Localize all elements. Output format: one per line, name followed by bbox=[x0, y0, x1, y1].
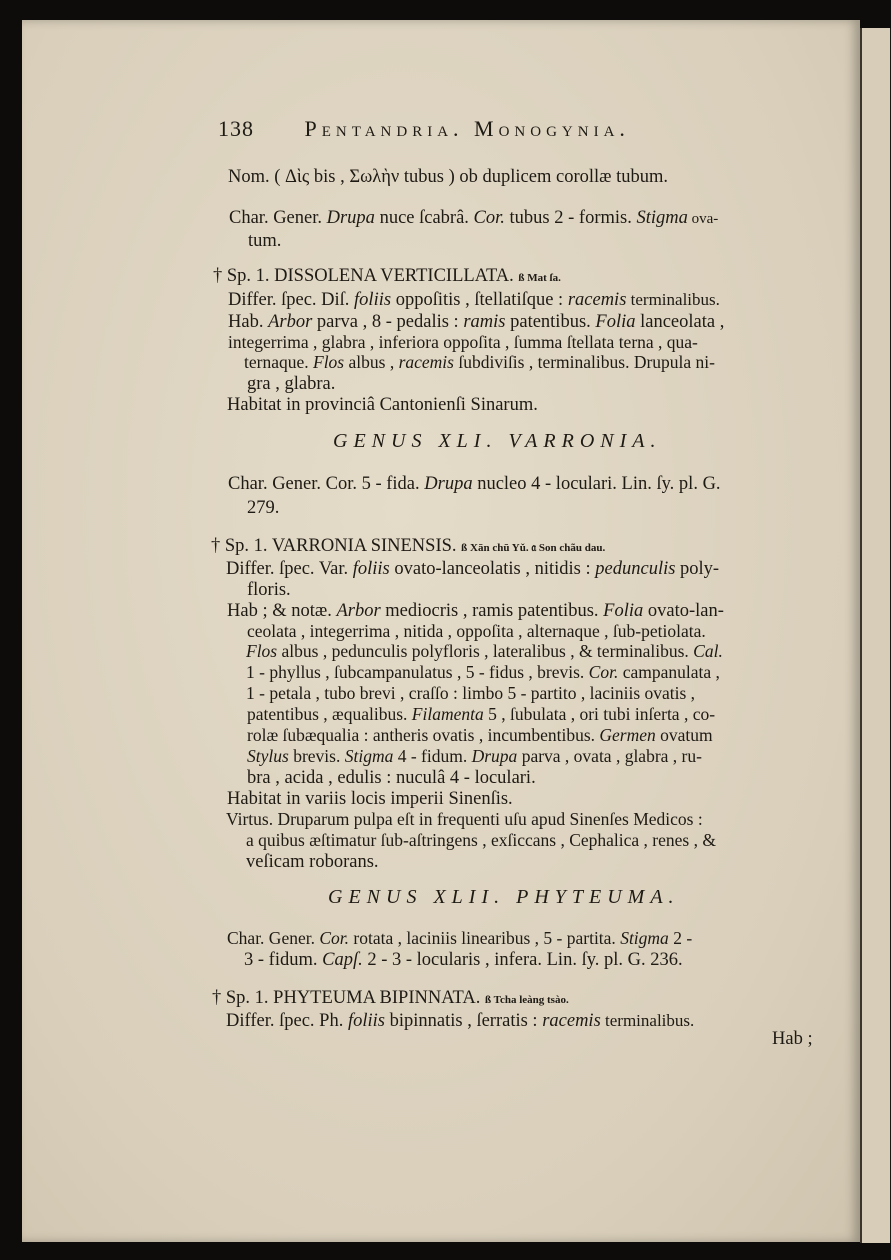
text-italic: Flos bbox=[246, 641, 278, 661]
text-span: albus , bbox=[344, 352, 399, 372]
text-span: 4 - fidum. bbox=[393, 746, 472, 766]
text-line bbox=[247, 375, 335, 394]
text-span: poly- bbox=[675, 559, 720, 579]
text-span: Nom. ( Δὶς bis , Σωλὴν tubus ) ob duplicem corollæ tubum. bbox=[228, 167, 669, 187]
text-italic: pedunculis bbox=[595, 559, 676, 579]
text-span: 2 - bbox=[668, 928, 693, 948]
text-italic: ramis bbox=[463, 312, 506, 332]
text-span: albus , pedunculis polyfloris , lateralibus , & terminalibus. bbox=[277, 641, 694, 661]
text-line bbox=[247, 706, 715, 724]
species-heading bbox=[213, 267, 561, 286]
text-italic: Stigma bbox=[636, 208, 688, 228]
habitat-line bbox=[227, 396, 538, 415]
text-line bbox=[244, 951, 683, 970]
text-line bbox=[228, 334, 698, 352]
text-span: bra , acida , edulis : nuculâ 4 - loculari. bbox=[247, 768, 536, 788]
text-span: gra , glabra. bbox=[247, 374, 336, 394]
text-italic: Capſ. bbox=[322, 950, 363, 970]
running-title: Pentandria. Monogynia. bbox=[304, 116, 630, 141]
text-span: 1 - petala , tubo brevi , craſſo : limbo 5 - partito , laciniis ovatis , bbox=[246, 683, 696, 703]
next-page-edge bbox=[860, 28, 891, 1243]
text-span: 2 - 3 - locularis , infera. Lin. ſy. pl. G. 236. bbox=[362, 950, 683, 970]
species-heading bbox=[211, 537, 605, 556]
species-name: † Sp. 1. PHYTEUMA BIPINNATA. bbox=[212, 988, 481, 1008]
text-line bbox=[247, 748, 702, 766]
text-italic: Cor. bbox=[473, 208, 505, 228]
text-span: brevis. bbox=[288, 746, 345, 766]
text-span: ovato-lan- bbox=[643, 601, 724, 621]
text-line bbox=[244, 354, 715, 372]
text-span: Habitat in provinciâ Cantonienſi Sinarum. bbox=[227, 395, 538, 415]
text-italic: racemis bbox=[398, 352, 454, 372]
text-span: Differ. ſpec. Var. bbox=[226, 559, 353, 579]
text-span: Differ. ſpec. Ph. bbox=[226, 1011, 348, 1031]
text-span: parva , ovata , glabra , ru- bbox=[517, 746, 702, 766]
text-span: mediocris , ramis patentibus. bbox=[380, 601, 604, 621]
text-span: ceolata , integerrima , nitida , oppoſita , alternaque , ſub-petiolata. bbox=[247, 621, 706, 641]
text-italic: Arbor bbox=[268, 312, 313, 332]
vernacular-name: ß Mat ſa. bbox=[518, 272, 561, 284]
text-span: nucleo 4 - loculari. Lin. ſy. pl. G. bbox=[472, 474, 721, 494]
text-line bbox=[247, 499, 279, 518]
text-span: tum. bbox=[248, 231, 282, 251]
text-span: integerrima , glabra , inferiora oppoſita , ſumma ſtellata terna , qua- bbox=[228, 332, 698, 352]
char-gener-line bbox=[228, 475, 721, 494]
text-italic: Stigma bbox=[344, 746, 394, 766]
text-line bbox=[226, 560, 719, 579]
text-italic: foliis bbox=[347, 1011, 385, 1031]
text-italic: Drupa bbox=[326, 208, 375, 228]
text-line bbox=[228, 313, 724, 332]
text-span: ova- bbox=[687, 211, 719, 227]
running-header bbox=[218, 116, 630, 142]
text-italic: racemis bbox=[542, 1011, 601, 1031]
text-span: rotata , laciniis linearibus , 5 - partita. bbox=[349, 928, 621, 948]
text-italic: foliis bbox=[352, 559, 390, 579]
text-line bbox=[246, 664, 720, 682]
text-span: Habitat in variis locis imperii Sinenſis. bbox=[227, 789, 513, 809]
text-span: terminalibus. bbox=[626, 290, 720, 309]
text-span: Differ. ſpec. Diſ. bbox=[228, 290, 355, 310]
char-gener-line bbox=[229, 209, 718, 228]
text-span: a quibus æſtimatur ſub-aſtringens , exſiccans , Cephalica , renes , & bbox=[246, 830, 716, 850]
text-italic: Drupa bbox=[471, 746, 518, 766]
text-line bbox=[247, 727, 713, 745]
catchword bbox=[772, 1030, 813, 1049]
text-italic: Filamenta bbox=[411, 704, 484, 724]
text-line bbox=[246, 832, 716, 850]
text-italic: racemis bbox=[567, 290, 627, 310]
text-line bbox=[248, 232, 281, 251]
text-span: ovatum bbox=[655, 725, 713, 745]
text-italic: Drupa bbox=[424, 474, 473, 494]
species-name: † Sp. 1. DISSOLENA VERTICILLATA. bbox=[213, 266, 514, 286]
text-span: Hab. bbox=[228, 312, 269, 332]
text-span: veſicam roborans. bbox=[246, 852, 379, 872]
text-span: terminalibus. bbox=[600, 1011, 695, 1030]
etymology-line bbox=[228, 168, 668, 187]
text-line bbox=[227, 602, 724, 621]
genus-heading: GENUS XLI. VARRONIA. bbox=[333, 430, 662, 452]
text-span: patentibus , æqualibus. bbox=[247, 704, 412, 724]
text-line bbox=[246, 685, 695, 703]
text-span: 279. bbox=[247, 498, 280, 518]
text-span: Char. Gener. bbox=[229, 208, 327, 228]
text-span: floris. bbox=[247, 580, 291, 600]
text-line bbox=[247, 769, 536, 788]
text-line bbox=[246, 853, 379, 872]
text-span: rolæ ſubæqualia : antheris ovatis , incumbentibus. bbox=[247, 725, 600, 745]
char-gener-line bbox=[227, 930, 692, 948]
text-italic: Cal. bbox=[693, 641, 723, 661]
text-span: ternaque. bbox=[244, 352, 313, 372]
virtus-line bbox=[226, 811, 703, 829]
text-span: Hab ; bbox=[772, 1029, 813, 1049]
text-span: Char. Gener. Cor. 5 - fida. bbox=[228, 474, 425, 494]
text-span: nuce ſcabrâ. bbox=[374, 208, 474, 228]
page-number: 138 bbox=[218, 116, 254, 141]
text-italic: Folia bbox=[595, 312, 636, 332]
text-line bbox=[247, 623, 706, 641]
text-span: bipinnatis , ſerratis : bbox=[384, 1011, 543, 1031]
text-span: oppoſitis , ſtellatiſque : bbox=[391, 290, 568, 310]
text-italic: Stylus bbox=[247, 746, 289, 766]
text-italic: Folia bbox=[603, 601, 644, 621]
text-span: parva , 8 - pedalis : bbox=[312, 312, 464, 332]
text-italic: Cor. bbox=[319, 928, 350, 948]
text-span: tubus 2 - formis. bbox=[504, 208, 637, 228]
text-italic: Cor. bbox=[588, 662, 619, 682]
text-span: ovato-lanceolatis , nitidis : bbox=[389, 559, 596, 579]
text-italic: Germen bbox=[599, 725, 656, 745]
text-span: lanceolata , bbox=[635, 312, 725, 332]
habitat-line bbox=[227, 790, 513, 809]
text-span: patentibus. bbox=[505, 312, 596, 332]
text-span: Hab ; & notæ. bbox=[227, 601, 337, 621]
text-italic: foliis bbox=[354, 290, 392, 310]
text-span: Virtus. Druparum pulpa eſt in frequenti uſu apud Sinenſes Medicos : bbox=[226, 809, 703, 829]
vernacular-name: ß Tcha leàng tsào. bbox=[484, 994, 569, 1006]
text-span: 1 - phyllus , ſubcampanulatus , 5 - fidus , brevis. bbox=[246, 662, 589, 682]
text-line bbox=[226, 1012, 694, 1031]
text-line bbox=[247, 581, 291, 600]
text-line bbox=[228, 291, 720, 310]
text-span: 3 - fidum. bbox=[244, 950, 323, 970]
text-italic: Stigma bbox=[620, 928, 669, 948]
text-italic: Arbor bbox=[336, 601, 381, 621]
text-span: 5 , ſubulata , ori tubi inſerta , co- bbox=[483, 704, 716, 724]
text-span: Char. Gener. bbox=[227, 928, 320, 948]
text-span: campanulata , bbox=[618, 662, 720, 682]
species-heading bbox=[212, 989, 569, 1008]
text-italic: Flos bbox=[313, 352, 345, 372]
vernacular-name: ß Xān chū Yǔ. 𝔞 Son chãu dau. bbox=[461, 542, 606, 554]
text-line bbox=[246, 643, 723, 661]
species-name: † Sp. 1. VARRONIA SINENSIS. bbox=[211, 536, 457, 556]
text-span: ſubdiviſis , terminalibus. Drupula ni- bbox=[453, 352, 715, 372]
genus-heading: GENUS XLII. PHYTEUMA. bbox=[328, 886, 680, 908]
